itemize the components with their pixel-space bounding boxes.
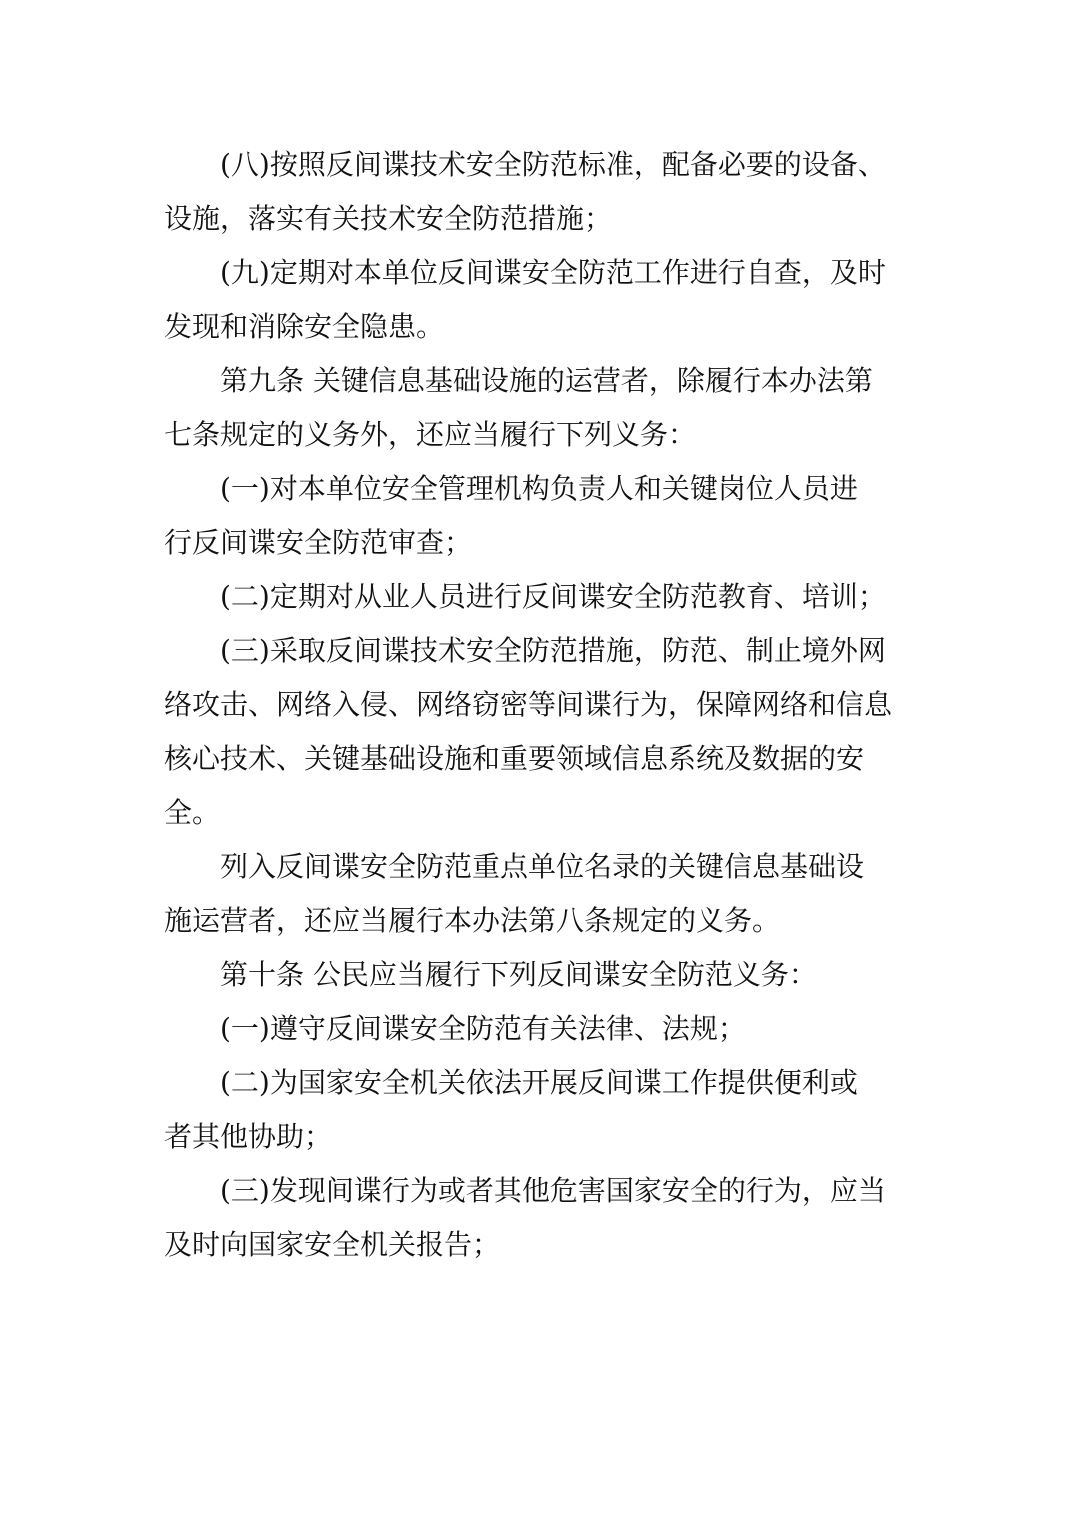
text-line: 行反间谍安全防范审查； (164, 526, 473, 559)
text-line: (一)遵守反间谍安全防范有关法律、法规； (220, 1012, 746, 1045)
text-line: 及时向国家安全机关报告； (164, 1228, 501, 1261)
paragraph-item-3 (164, 624, 924, 840)
text-line: 列入反间谍安全防范重点单位名录的关键信息基础设 (220, 850, 865, 883)
paragraph-article-10 (164, 948, 924, 1002)
text-line: 施运营者，还应当履行本办法第八条规定的义务。 (164, 904, 781, 937)
text-line: (一)对本单位安全管理机构负责人和关键岗位人员进 (220, 472, 858, 505)
text-line: 核心技术、关键基础设施和重要领域信息系统及数据的安 (164, 742, 865, 775)
paragraph-item-1 (164, 462, 924, 570)
paragraph-item-2 (164, 570, 924, 624)
document-body (164, 138, 924, 1272)
text-line: 发现和消除安全隐患。 (164, 310, 445, 343)
paragraph-item-9 (164, 246, 924, 354)
text-line: 第十条 公民应当履行下列反间谍安全防范义务： (220, 958, 817, 991)
text-line: 全。 (164, 796, 221, 829)
paragraph-citizen-item-3 (164, 1164, 924, 1272)
paragraph-item-8 (164, 138, 924, 246)
paragraph-key-units (164, 840, 924, 948)
paragraph-citizen-item-1 (164, 1002, 924, 1056)
text-line: 设施，落实有关技术安全防范措施； (164, 202, 613, 235)
text-line: (二)定期对从业人员进行反间谍安全防范教育、培训； (220, 580, 886, 613)
paragraph-article-9 (164, 354, 924, 462)
text-line: (三)采取反间谍技术安全防范措施，防范、制止境外网 (220, 634, 886, 667)
text-line: (三)发现间谍行为或者其他危害国家安全的行为，应当 (220, 1174, 886, 1207)
text-line: (八)按照反间谍技术安全防范标准，配备必要的设备、 (220, 148, 886, 181)
text-line: 第九条 关键信息基础设施的运营者，除履行本办法第 (220, 364, 873, 397)
text-line: (二)为国家安全机关依法开展反间谍工作提供便利或 (220, 1066, 858, 1099)
text-line: 七条规定的义务外，还应当履行下列义务： (164, 418, 697, 451)
text-line: (九)定期对本单位反间谍安全防范工作进行自查，及时 (220, 256, 886, 289)
paragraph-citizen-item-2 (164, 1056, 924, 1164)
text-line: 络攻击、网络入侵、网络窃密等间谍行为，保障网络和信息 (164, 688, 893, 721)
text-line: 者其他协助； (164, 1120, 333, 1153)
